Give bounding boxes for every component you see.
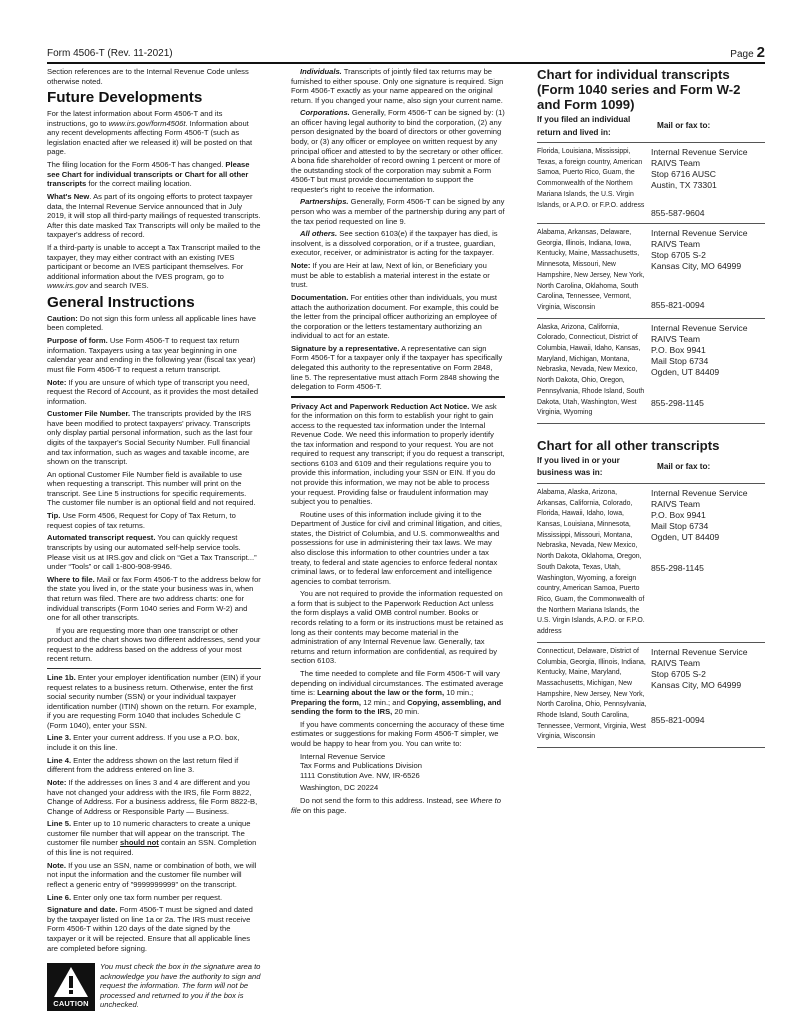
do-not-send-text: Do not send the form to this address. Instead, see Where to file on this page. xyxy=(291,796,501,815)
multiple-transcripts-text: If you are requesting more than one transcript or other product and the chart shows two different addresses, send your request to the address based on the address of your most recent return. xyxy=(47,625,261,664)
chart-other-header xyxy=(537,455,765,484)
chart-row xyxy=(537,484,765,643)
fax-number: 855-587-9604 xyxy=(651,208,705,218)
caution-label: CAUTION xyxy=(53,998,89,1008)
caution-text: Caution: Do not sign this form unless all applicable lines have been completed. xyxy=(47,313,256,333)
page-header xyxy=(47,46,765,64)
divider xyxy=(291,396,505,398)
future-developments-heading: Future Developments xyxy=(47,89,203,107)
not-required-text: You are not required to provide the information requested on a form that is subject to the Paperwork Reduction Act unless the form displays a valid OMB control number. Books or records relating to a form or its instructions must be retained as long as their contents may become material in the administration of any Internal Revenue law. Generally, tax returns and return information are confidential, as required by section 6103. xyxy=(291,589,504,666)
irs-address-city: Washington, DC 20224 xyxy=(300,783,379,793)
signature-date-text: Signature and date. Form 4506-T must be signed and dated by the taxpayer listed on line 1a or 2a. The IRS must receive Form 4506-T within 120 days of the date signed by the taxpayer or it will be rejected. Ensure that all applicable lines are completed before signing. xyxy=(47,905,253,953)
states-list: Florida, Louisiana, Mississippi, Texas, a foreign country, American Samoa, Puerto Rico, Guam, the Commonwealth of the Northern Mariana Islands, the U.S. Virgin Islands, or A.P.O. or F.P.O. address xyxy=(537,148,645,209)
note-address-change: Note: If the addresses on lines 3 and 4 are different and you have not changed your address with the IRS, file Form 8822, Change of Address. For a business address, file Form 8822-B, Change of Address or Responsible Party — Business. xyxy=(47,778,258,816)
mail-address: Internal Revenue Service RAIVS Team P.O. Box 9941 Mail Stop 6734 Ogden, UT 84409 855-298-1145 xyxy=(651,487,748,573)
warning-triangle-icon xyxy=(53,966,89,998)
purpose-text: Purpose of form. Use Form 4506-T to request tax return information. Taxpayers using a tax year beginning in one calendar year and ending in the following year (fiscal tax year) must file Form 4506-T to request a return transcript. xyxy=(47,336,256,374)
intro-text: Section references are to the Internal Revenue Code unless otherwise noted. xyxy=(47,67,249,86)
individuals-text: Individuals. Transcripts of jointly filed tax returns may be furnished to either spouse. Only one signature is required. Sign Form 4506-T exactly as your name appeared on the original return. If you changed your name, also sign your current name. xyxy=(291,67,504,105)
column-header-location: If you lived in or your business was in: xyxy=(537,455,620,478)
chart-row xyxy=(537,224,765,319)
corporations-text: Corporations. Generally, Form 4506-T can be signed by: (1) an officer having legal authority to bind the corporation, (2) any person designated by the board of directors or other governing body, or (3) any officer or employee on written request by any principal officer and attested to by the secretary or other officer. A bona fide shareholder of record owning 1 percent or more of the outstanding stock of the corporation may submit a Form 4506-T but must provide documentation to support the requester's right to receive the information. xyxy=(291,108,505,194)
general-instructions-heading: General Instructions xyxy=(47,293,195,311)
column-header-mail: Mail or fax to: xyxy=(657,462,711,472)
routine-uses-text: Routine uses of this information include giving it to the Department of Justice for civil and criminal litigation, and cities, states, the District of Columbia, and U.S. commonwealths and possessions for use in administering their tax laws. We may also disclose this information to other countries under a tax treaty, to federal and state agencies to enforce federal nontax criminal laws, or to federal law enforcement and intelligence agencies to combat terrorism. xyxy=(291,509,503,586)
tip-text: Tip. Use Form 4506, Request for Copy of Tax Return, to request copies of tax returns. xyxy=(47,511,236,530)
caution-note: You must check the box in the signature area to acknowledge you have the authority to sign and request the information. The form will not be processed and returned to you if the box is unchecked. xyxy=(100,962,261,1010)
partnerships-text: Partnerships. Generally, Form 4506-T can be signed by any person who was a member of the partnership during any part of the tax period requested on line 9. xyxy=(291,197,505,226)
mail-address: Internal Revenue Service RAIVS Team Stop 6716 AUSC Austin, TX 73301 855-587-9604 xyxy=(651,147,748,218)
page-label: Page xyxy=(730,49,754,60)
column-right xyxy=(537,67,765,748)
states-list: Alaska, Arizona, California, Colorado, Connecticut, District of Columbia, Hawaii, Idaho, Kansas, Maryland, Michigan, Montana, Nebraska, Nevada, New Mexico, North Dakota, Ohio, Oregon, Pennsylvania, Rhode Island, South Dakota, Utah, Washington, West Virginia, Wyoming xyxy=(537,323,645,417)
third-party-text: If a third-party is unable to accept a Tax Transcript mailed to the taxpayer, they may either contract with an existing IVES participant or become an IVES participant themselves. For additional information about the IVES program, go to www.irs.gov and search IVES. xyxy=(47,242,261,291)
form-id: Form 4506-T (Rev. 11-2021) xyxy=(47,48,173,59)
line-3-text: Line 3. Enter your current address. If you use a P.O. box, include it on this line. xyxy=(47,733,240,752)
chart-row xyxy=(537,143,765,224)
caution-icon xyxy=(47,963,95,1011)
fax-number: 855-821-0094 xyxy=(651,300,705,310)
column-middle xyxy=(291,67,505,818)
line-5-text: Line 5. Enter up to 10 numeric characters to create a unique customer file number that will appear on the transcript. The customer file number should not contain an SSN. Completion of this line is not required. xyxy=(47,819,257,858)
chart-row xyxy=(537,643,765,748)
future-developments-text: For the latest information about Form 4506-T and its instructions, go to www.irs.gov/form4506t. Information about any recent developments affecting Form 4506-T (such as legislation enacted after we released it) will be posted on that page. xyxy=(47,109,253,157)
all-others-text: All others. See section 6103(e) if the taxpayer has died, is insolvent, is a dissolved corporation, or if a trustee, guardian, executor, receiver, or administrator is acting for the taxpayer. xyxy=(291,229,498,258)
divider xyxy=(47,668,261,669)
documentation-text: Documentation. For entities other than individuals, you must attach the authorization document. For example, this could be the letter from the principal officer authorizing an employee of the corporation or the letters testamentary authorizing an individual to act for an estate. xyxy=(291,292,499,341)
form-url-link[interactable]: www.irs.gov/form4506t xyxy=(108,118,186,128)
note-record-of-account: Note: If you are unsure of which type of transcript you need, request the Record of Account, as it provides the most detailed information. xyxy=(47,377,259,406)
line-4-text: Line 4. Enter the address shown on the last return filed if different from the address entered on line 3. xyxy=(47,755,239,775)
note-heir: Note: If you are Heir at law, Next of kin, or Beneficiary you must be able to establish a material interest in the estate or trust. xyxy=(291,261,490,290)
fax-number: 855-298-1145 xyxy=(651,562,704,573)
time-estimate-text: The time needed to complete and file Form 4506-T will vary depending on individual circumstances. The estimated average time is: Learning about the law or the form, 10 min.; Preparing the form, 12 min.; and Copying, assembling, and sending the form to the IRS, 20 min. xyxy=(291,668,504,717)
page-number-value: 2 xyxy=(756,44,765,61)
column-header-location: If you filed an individual return and lived in: xyxy=(537,115,631,137)
privacy-act-text: Privacy Act and Paperwork Reduction Act Notice. We ask for the information on this form to establish your right to gain access to the requested tax information under the Internal Revenue Code. We need this information to properly identify the tax information and respond to your request. You are not required to request any transcript; if you do request a transcript, sections 6103 and 6109 and their regulations require you to provide this information, including your SSN or EIN. If you do not provide this information, we may not be able to process your request. Providing false or fraudulent information may subject you to penalties. xyxy=(291,401,505,507)
where-to-file-text: Where to file. Mail or fax Form 4506-T to the address below for the state you lived in, or the state your business was in, when that return was filed. There are two address charts: one for individual transcripts (Form 1040 series and Form W-2) and one for all other transcripts. xyxy=(47,574,261,623)
mail-address: Internal Revenue Service RAIVS Team P.O. Box 9941 Mail Stop 6734 Ogden, UT 84409 855-298-1145 xyxy=(651,322,748,408)
column-header-mail: Mail or fax to: xyxy=(657,121,711,131)
note-ssn: Note. If you use an SSN, name or combination of both, we will not input the information and the customer file number will reflect a generic entry of "9999999999" on the transcript. xyxy=(47,860,257,889)
irs-address: Internal Revenue Service Tax Forms and Publications Division 1111 Constitution Ave. NW, IR-6526 xyxy=(300,751,422,780)
chart-individual-header xyxy=(537,114,765,143)
mail-address: Internal Revenue Service RAIVS Team Stop 6705 S-2 Kansas City, MO 64999 855-821-0094 xyxy=(651,228,748,310)
states-list: Connecticut, Delaware, District of Columbia, Georgia, Illinois, Indiana, Kentucky, Maine, Maryland, Massachusetts, Michigan, New Hampshire, New Jersey, New York, North Carolina, Ohio, Pennsylvania, Rhode Island, South Carolina, Tennessee, Vermont, Virginia, West Virginia, Wisconsin xyxy=(537,647,647,741)
optional-cfn-text: An optional Customer File Number field is available to use when requesting a transcript. This number will print on the transcript. See Line 5 instructions for specific requirements. The customer file number is an optional field and not required. xyxy=(47,469,256,508)
customer-file-number-text: Customer File Number. The transcripts provided by the IRS have been modified to protect taxpayers' privacy. Transcripts only display partial personal information, such as the last four digits of the taxpayer's Social Security Number. Full financial and tax information, such as wages and taxable income, are shown on the transcript. xyxy=(47,409,253,467)
column-left xyxy=(47,67,261,1011)
whats-new-text: What's New. As part of its ongoing efforts to protect taxpayer data, the Internal Revenue Service announced that in July 2019, it will stop all third-party mailings of requested transcripts. After this date masked Tax Transcripts will only be mailed to the taxpayer's address of record. xyxy=(47,192,261,240)
line-1b-text: Line 1b. Enter your employer identification number (EIN) if your request relates to a business return. Otherwise, enter the first social security number (SSN) or your individual taxpayer identification number (ITIN) shown on the return. For example, if you are requesting Form 1040 that includes Schedule C (Form 1040), enter your SSN. xyxy=(47,672,261,730)
caution-notice xyxy=(47,962,261,1011)
states-list: Alabama, Arkansas, Delaware, Georgia, Illinois, Indiana, Iowa, Kentucky, Maine, Massachusetts, Minnesota, Missouri, New Hampshire, New Jersey, New York, North Carolina, Oklahoma, South Carolina, Tennessee, Vermont, Virginia, Wisconsin xyxy=(537,229,645,311)
mail-address: Internal Revenue Service RAIVS Team Stop 6705 S-2 Kansas City, MO 64999 855-821-0094 xyxy=(651,646,748,725)
chart-other-title: Chart for all other transcripts xyxy=(537,437,720,453)
automated-request-text: Automated transcript request. You can quickly request transcripts by using our automated self-help service tools. Please visit us at IRS.gov and click on “Get a Tax Transcript...” under “Tools” or call 1-800-908-9946. xyxy=(47,533,257,572)
irs-url-link[interactable]: www.irs.gov xyxy=(47,281,88,291)
fax-number: 855-821-0094 xyxy=(651,714,705,725)
page-number xyxy=(730,44,765,61)
chart-row xyxy=(537,319,765,424)
comments-text: If you have comments concerning the accuracy of these time estimates or suggestions for making Form 4506-T simpler, we would be happy to hear from you. You can write to: xyxy=(291,719,505,748)
states-list: Alabama, Alaska, Arizona, Arkansas, California, Colorado, Florida, Hawaii, Idaho, Iowa, Kansas, Louisiana, Minnesota, Mississippi, Missouri, Montana, Nebraska, Nevada, New Mexico, North Dakota, Oklahoma, Oregon, South Dakota, Texas, Utah, Washington, Wyoming, a foreign country, American Samoa, Puerto Rico, Guam, the Commonwealth of the Northern Mariana Islands, the U.S. Virgin Islands, A.P.O. or F.P.O. address xyxy=(537,488,645,636)
filing-location-text: The filing location for the Form 4506-T has changed. Please see Chart for individual transcripts or Chart for all other transcripts for the correct mailing location. xyxy=(47,160,250,189)
representative-text: Signature by a representative. A representative can sign Form 4506-T for a taxpayer only if the taxpayer has specifically delegated this authority to the representative on Form 2848, line 5. The representative must attach Form 2848 showing the delegation to Form 4506-T. xyxy=(291,343,503,392)
line-6-text: Line 6. Enter only one tax form number per request. xyxy=(47,892,223,902)
fax-number: 855-298-1145 xyxy=(651,397,704,408)
chart-individual-title: Chart for individual transcripts (Form 1040 series and Form W-2 and Form 1099) xyxy=(537,67,741,112)
